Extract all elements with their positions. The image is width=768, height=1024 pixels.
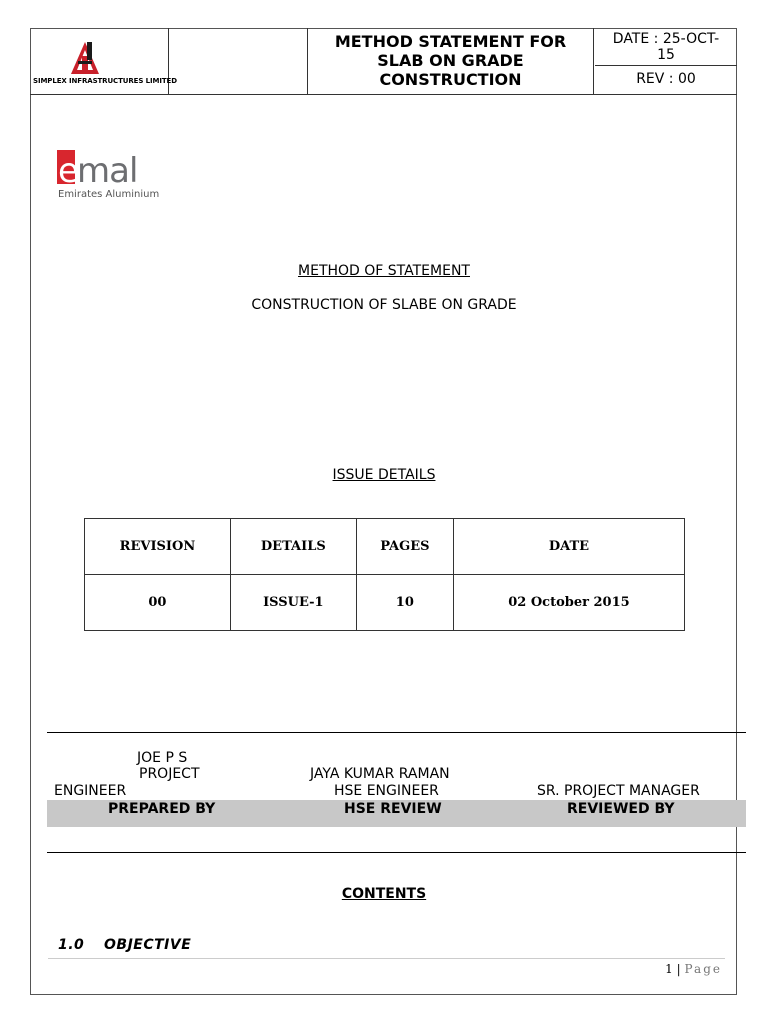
divider xyxy=(47,732,746,733)
header-blank-cell xyxy=(169,28,308,94)
contents-item-number: 1.0 xyxy=(58,937,85,953)
title-line: SLAB ON GRADE xyxy=(377,51,524,70)
svg-text:e: e xyxy=(58,151,79,186)
document-title xyxy=(308,28,594,94)
table-header-cell: DETAILS xyxy=(230,519,356,575)
issue-details-table xyxy=(84,518,685,631)
footer-divider xyxy=(48,958,725,959)
company-name: SIMPLEX INFRASTRUCTURES LIMITED xyxy=(33,77,177,85)
divider xyxy=(47,852,746,853)
table-cell: ISSUE-1 xyxy=(230,575,356,631)
issue-details-heading: ISSUE DETAILS xyxy=(332,467,436,483)
preparer-name: JOE P S xyxy=(137,750,188,766)
svg-text:mal: mal xyxy=(77,151,137,186)
table-header-row xyxy=(85,519,685,575)
table-header-cell: PAGES xyxy=(356,519,453,575)
document-date xyxy=(595,28,737,66)
title-line: METHOD STATEMENT FOR xyxy=(334,32,567,51)
contents-item-title: OBJECTIVE xyxy=(104,937,192,953)
date-line: DATE : 25-OCT- xyxy=(612,31,720,47)
page-number-value: 1 xyxy=(665,962,673,976)
prepared-by-label: PREPARED BY xyxy=(108,801,216,817)
reviewer-role: SR. PROJECT MANAGER xyxy=(537,783,700,799)
date-line: 15 xyxy=(657,47,675,63)
page-number xyxy=(665,962,722,976)
emal-logo xyxy=(57,148,137,190)
table-row xyxy=(85,575,685,631)
statement-subheading: CONSTRUCTION OF SLABE ON GRADE xyxy=(251,297,517,313)
document-header xyxy=(30,28,737,95)
title-line: CONSTRUCTION xyxy=(379,70,522,89)
contents-item xyxy=(58,937,191,953)
preparer-role: PROJECT xyxy=(139,766,200,782)
table-cell: 00 xyxy=(85,575,231,631)
emal-logo-icon xyxy=(57,148,137,186)
page-label: Page xyxy=(684,962,722,976)
table-header-cell: DATE xyxy=(453,519,684,575)
hse-review-label: HSE REVIEW xyxy=(344,801,442,817)
document-revision: REV : 00 xyxy=(636,71,696,87)
contents-heading: CONTENTS xyxy=(341,886,427,902)
preparer-role: ENGINEER xyxy=(54,783,127,799)
table-header-cell: REVISION xyxy=(85,519,231,575)
company-logo-cell xyxy=(30,28,177,94)
table-cell: 10 xyxy=(356,575,453,631)
page-separator: | xyxy=(676,962,681,976)
table-cell: 02 October 2015 xyxy=(453,575,684,631)
simplex-logo-icon xyxy=(30,28,168,76)
hse-reviewer-role: HSE ENGINEER xyxy=(334,783,439,799)
statement-heading: METHOD OF STATEMENT xyxy=(298,263,470,279)
hse-reviewer-name: JAYA KUMAR RAMAN xyxy=(310,766,450,782)
emal-logo-subtitle: Emirates Aluminium xyxy=(58,189,160,200)
reviewed-by-label: REVIEWED BY xyxy=(567,801,675,817)
